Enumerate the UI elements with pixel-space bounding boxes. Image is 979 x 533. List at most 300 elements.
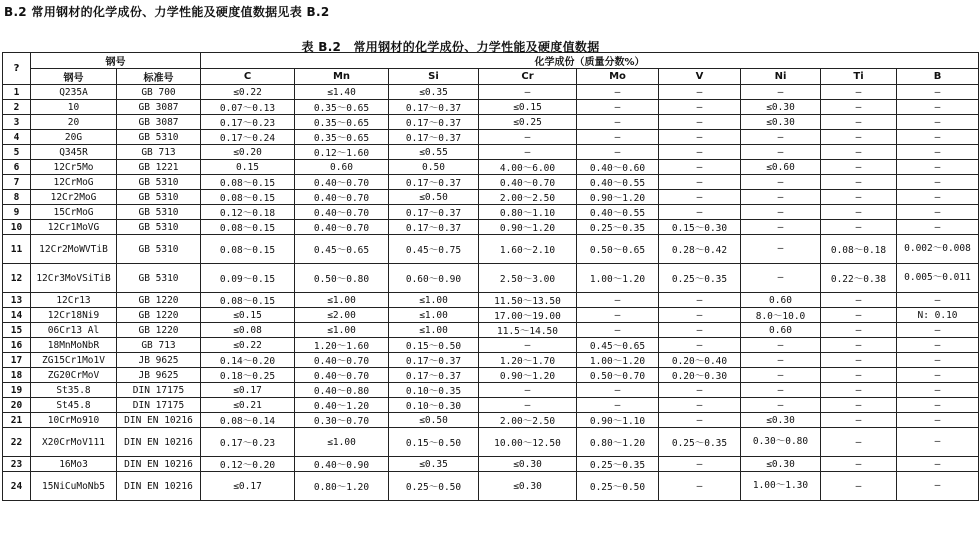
element-v-cell: 0.25～0.35 (659, 428, 741, 457)
header-element: Ti (821, 69, 897, 85)
table-row (3, 308, 979, 323)
element-si-cell: 0.45～0.75 (389, 235, 479, 264)
element-ni-cell: 0.60 (741, 293, 821, 308)
row-number-cell: 5 (3, 145, 31, 160)
standard-cell: GB 5310 (117, 190, 201, 205)
standard-cell: GB 5310 (117, 205, 201, 220)
row-number-cell: 11 (3, 235, 31, 264)
element-mo-cell: 1.00～1.20 (577, 353, 659, 368)
standard-cell: GB 1221 (117, 160, 201, 175)
element-mn-cell: 0.35～0.65 (295, 115, 389, 130)
standard-cell: DIN EN 10216 (117, 472, 201, 501)
element-mn-cell: 0.40～0.80 (295, 383, 389, 398)
element-si-cell: 0.17～0.37 (389, 115, 479, 130)
standard-cell: GB 1220 (117, 308, 201, 323)
element-mn-cell: 0.40～0.70 (295, 353, 389, 368)
table-row (3, 100, 979, 115)
element-b-cell: — (897, 85, 979, 100)
steel-grade-cell: 18MnMoNbR (31, 338, 117, 353)
table-row (3, 85, 979, 100)
element-c-cell: 0.12～0.20 (201, 457, 295, 472)
element-si-cell: 0.17～0.37 (389, 175, 479, 190)
element-mo-cell: 0.40～0.60 (577, 160, 659, 175)
element-c-cell: 0.08～0.15 (201, 190, 295, 205)
element-ni-cell: ≤0.30 (741, 100, 821, 115)
row-number-cell: 16 (3, 338, 31, 353)
element-c-cell: 0.08～0.15 (201, 293, 295, 308)
standard-cell: DIN EN 10216 (117, 413, 201, 428)
element-ti-cell: 0.22～0.38 (821, 264, 897, 293)
element-mn-cell: ≤2.00 (295, 308, 389, 323)
element-ni-cell: — (741, 175, 821, 190)
element-cr-cell: 1.60～2.10 (479, 235, 577, 264)
element-c-cell: ≤0.15 (201, 308, 295, 323)
element-mn-cell: 0.80～1.20 (295, 472, 389, 501)
element-cr-cell: — (479, 398, 577, 413)
header-element: Mo (577, 69, 659, 85)
element-ti-cell: — (821, 175, 897, 190)
row-number-cell: 8 (3, 190, 31, 205)
element-cr-cell: 2.00～2.50 (479, 413, 577, 428)
element-v-cell: — (659, 130, 741, 145)
element-c-cell: ≤0.20 (201, 145, 295, 160)
element-mn-cell: 0.60 (295, 160, 389, 175)
element-cr-cell: ≤0.25 (479, 115, 577, 130)
element-ti-cell: — (821, 353, 897, 368)
element-ni-cell: — (741, 338, 821, 353)
element-mn-cell: 0.12～1.60 (295, 145, 389, 160)
element-v-cell: — (659, 338, 741, 353)
header-steel-group: 钢号 (31, 53, 201, 69)
element-b-cell: — (897, 383, 979, 398)
element-b-cell: — (897, 323, 979, 338)
element-c-cell: ≤0.17 (201, 383, 295, 398)
element-cr-cell: ≤0.30 (479, 457, 577, 472)
element-v-cell: — (659, 398, 741, 413)
element-ti-cell: — (821, 323, 897, 338)
element-cr-cell: 0.80～1.10 (479, 205, 577, 220)
standard-cell: GB 5310 (117, 235, 201, 264)
element-mo-cell: 0.25～0.35 (577, 220, 659, 235)
element-ti-cell: — (821, 368, 897, 383)
steel-grade-cell: 12Cr13 (31, 293, 117, 308)
row-number-cell: 20 (3, 398, 31, 413)
element-si-cell: 0.10～0.35 (389, 383, 479, 398)
element-si-cell: 0.60～0.90 (389, 264, 479, 293)
element-b-cell: — (897, 115, 979, 130)
table-row (3, 457, 979, 472)
element-mo-cell: — (577, 115, 659, 130)
row-number-cell: 19 (3, 383, 31, 398)
element-c-cell: 0.17～0.24 (201, 130, 295, 145)
steel-grade-cell: ZG15Cr1Mo1V (31, 353, 117, 368)
table-header (3, 53, 979, 85)
element-b-cell: — (897, 205, 979, 220)
row-number-cell: 4 (3, 130, 31, 145)
element-mo-cell: — (577, 308, 659, 323)
element-c-cell: 0.07～0.13 (201, 100, 295, 115)
element-b-cell: 0.002～0.008 (897, 235, 979, 264)
element-si-cell: ≤0.55 (389, 145, 479, 160)
element-mn-cell: 0.50～0.80 (295, 264, 389, 293)
element-cr-cell: 17.00～19.00 (479, 308, 577, 323)
element-mo-cell: 0.25～0.35 (577, 457, 659, 472)
steel-grade-cell: 12CrMoG (31, 175, 117, 190)
table-row (3, 264, 979, 293)
element-si-cell: 0.15～0.50 (389, 338, 479, 353)
element-c-cell: ≤0.22 (201, 338, 295, 353)
row-number-cell: 2 (3, 100, 31, 115)
element-cr-cell: 4.00～6.00 (479, 160, 577, 175)
table-row (3, 413, 979, 428)
element-si-cell: ≤1.00 (389, 293, 479, 308)
row-number-cell: 24 (3, 472, 31, 501)
element-mo-cell: 0.50～0.70 (577, 368, 659, 383)
standard-cell: GB 700 (117, 85, 201, 100)
header-index: ? (3, 53, 31, 85)
table-row (3, 130, 979, 145)
table-row (3, 398, 979, 413)
standard-cell: GB 5310 (117, 130, 201, 145)
element-v-cell: — (659, 175, 741, 190)
header-chemical-composition: 化学成份（质量分数%） (201, 53, 979, 69)
element-mn-cell: ≤1.00 (295, 323, 389, 338)
element-ti-cell: — (821, 308, 897, 323)
element-v-cell: 0.15～0.30 (659, 220, 741, 235)
table-body (3, 85, 979, 501)
element-b-cell: — (897, 428, 979, 457)
element-v-cell: — (659, 205, 741, 220)
element-si-cell: 0.17～0.37 (389, 100, 479, 115)
table-row (3, 353, 979, 368)
element-ni-cell: — (741, 130, 821, 145)
element-si-cell: 0.10～0.30 (389, 398, 479, 413)
element-ti-cell: — (821, 472, 897, 501)
element-b-cell: — (897, 368, 979, 383)
header-steel-grade: 钢号 (31, 69, 117, 85)
element-v-cell: — (659, 145, 741, 160)
element-mo-cell: 1.00～1.20 (577, 264, 659, 293)
element-mo-cell: — (577, 145, 659, 160)
element-c-cell: 0.17～0.23 (201, 115, 295, 130)
standard-cell: GB 713 (117, 338, 201, 353)
steel-grade-cell: 12Cr18Ni9 (31, 308, 117, 323)
element-mo-cell: — (577, 398, 659, 413)
element-ti-cell: 0.08～0.18 (821, 235, 897, 264)
header-element: C (201, 69, 295, 85)
element-ti-cell: — (821, 428, 897, 457)
element-cr-cell: 2.50～3.00 (479, 264, 577, 293)
standard-cell: GB 713 (117, 145, 201, 160)
steel-grade-cell: 10CrMo910 (31, 413, 117, 428)
table-row (3, 383, 979, 398)
row-number-cell: 23 (3, 457, 31, 472)
element-ti-cell: — (821, 220, 897, 235)
table-row (3, 338, 979, 353)
element-ni-cell: — (741, 205, 821, 220)
element-cr-cell: 1.20～1.70 (479, 353, 577, 368)
element-c-cell: 0.15 (201, 160, 295, 175)
element-mn-cell: ≤1.00 (295, 293, 389, 308)
header-element: Cr (479, 69, 577, 85)
element-mn-cell: ≤1.00 (295, 428, 389, 457)
element-b-cell: — (897, 145, 979, 160)
element-ti-cell: — (821, 293, 897, 308)
element-c-cell: 0.14～0.20 (201, 353, 295, 368)
standard-cell: DIN EN 10216 (117, 428, 201, 457)
element-mo-cell: — (577, 293, 659, 308)
element-ti-cell: — (821, 190, 897, 205)
steel-grade-cell: 20 (31, 115, 117, 130)
element-mn-cell: 0.40～0.70 (295, 175, 389, 190)
steel-grade-cell: 12Cr1MoVG (31, 220, 117, 235)
element-ni-cell: 8.0～10.0 (741, 308, 821, 323)
element-mn-cell: 0.35～0.65 (295, 130, 389, 145)
steel-grade-cell: 12Cr5Mo (31, 160, 117, 175)
element-mn-cell: 0.35～0.65 (295, 100, 389, 115)
element-si-cell: 0.17～0.37 (389, 353, 479, 368)
element-b-cell: — (897, 175, 979, 190)
element-b-cell: — (897, 160, 979, 175)
element-ti-cell: — (821, 413, 897, 428)
element-si-cell: 0.50 (389, 160, 479, 175)
element-cr-cell: 2.00～2.50 (479, 190, 577, 205)
steel-composition-table (2, 52, 979, 501)
steel-grade-cell: 20G (31, 130, 117, 145)
row-number-cell: 10 (3, 220, 31, 235)
element-c-cell: 0.08～0.14 (201, 413, 295, 428)
table-row (3, 235, 979, 264)
element-b-cell: — (897, 472, 979, 501)
element-cr-cell: — (479, 383, 577, 398)
table-row (3, 160, 979, 175)
steel-grade-cell: ZG20CrMoV (31, 368, 117, 383)
element-c-cell: ≤0.21 (201, 398, 295, 413)
element-mn-cell: 0.45～0.65 (295, 235, 389, 264)
element-b-cell: 0.005～0.011 (897, 264, 979, 293)
standard-cell: JB 9625 (117, 368, 201, 383)
header-element: V (659, 69, 741, 85)
standard-cell: GB 1220 (117, 323, 201, 338)
row-number-cell: 3 (3, 115, 31, 130)
element-c-cell: 0.09～0.15 (201, 264, 295, 293)
standard-cell: GB 3087 (117, 100, 201, 115)
row-number-cell: 7 (3, 175, 31, 190)
element-cr-cell: 0.90～1.20 (479, 220, 577, 235)
steel-grade-cell: 15NiCuMoNb5 (31, 472, 117, 501)
element-mn-cell: 0.40～0.90 (295, 457, 389, 472)
table-row (3, 145, 979, 160)
element-si-cell: 0.17～0.37 (389, 368, 479, 383)
element-si-cell: 0.25～0.50 (389, 472, 479, 501)
steel-grade-cell: 12Cr2MoG (31, 190, 117, 205)
element-cr-cell: 0.40～0.70 (479, 175, 577, 190)
header-element: B (897, 69, 979, 85)
element-b-cell: — (897, 100, 979, 115)
element-ni-cell: 0.30～0.80 (741, 428, 821, 457)
element-mo-cell: 0.40～0.55 (577, 175, 659, 190)
element-c-cell: 0.18～0.25 (201, 368, 295, 383)
element-cr-cell: — (479, 85, 577, 100)
element-v-cell: — (659, 100, 741, 115)
row-number-cell: 9 (3, 205, 31, 220)
element-mo-cell: 0.50～0.65 (577, 235, 659, 264)
element-v-cell: — (659, 308, 741, 323)
element-v-cell: — (659, 457, 741, 472)
element-b-cell: — (897, 353, 979, 368)
element-c-cell: ≤0.17 (201, 472, 295, 501)
element-cr-cell: ≤0.15 (479, 100, 577, 115)
element-b-cell: — (897, 413, 979, 428)
element-ti-cell: — (821, 100, 897, 115)
element-v-cell: — (659, 323, 741, 338)
standard-cell: DIN 17175 (117, 398, 201, 413)
element-si-cell: 0.17～0.37 (389, 205, 479, 220)
element-cr-cell: 10.00～12.50 (479, 428, 577, 457)
element-b-cell: — (897, 220, 979, 235)
element-ni-cell: ≤0.30 (741, 115, 821, 130)
table-row (3, 115, 979, 130)
element-b-cell: — (897, 130, 979, 145)
row-number-cell: 14 (3, 308, 31, 323)
element-ni-cell: — (741, 368, 821, 383)
element-ni-cell: — (741, 85, 821, 100)
element-ti-cell: — (821, 85, 897, 100)
element-v-cell: — (659, 190, 741, 205)
element-ni-cell: — (741, 235, 821, 264)
element-cr-cell: 0.90～1.20 (479, 368, 577, 383)
element-ti-cell: — (821, 130, 897, 145)
row-number-cell: 1 (3, 85, 31, 100)
element-mo-cell: — (577, 323, 659, 338)
element-c-cell: 0.12～0.18 (201, 205, 295, 220)
element-b-cell: — (897, 338, 979, 353)
steel-grade-cell: 15CrMoG (31, 205, 117, 220)
element-ni-cell: — (741, 145, 821, 160)
standard-cell: JB 9625 (117, 353, 201, 368)
row-number-cell: 21 (3, 413, 31, 428)
element-b-cell: — (897, 190, 979, 205)
standard-cell: GB 5310 (117, 264, 201, 293)
standard-cell: GB 5310 (117, 175, 201, 190)
element-si-cell: ≤0.50 (389, 413, 479, 428)
element-ni-cell: 0.60 (741, 323, 821, 338)
element-mo-cell: 0.80～1.20 (577, 428, 659, 457)
standard-cell: GB 5310 (117, 220, 201, 235)
header-element: Si (389, 69, 479, 85)
element-cr-cell: — (479, 130, 577, 145)
element-ni-cell: — (741, 398, 821, 413)
element-mn-cell: 0.40～0.70 (295, 205, 389, 220)
steel-grade-cell: Q235A (31, 85, 117, 100)
element-v-cell: — (659, 413, 741, 428)
element-v-cell: — (659, 472, 741, 501)
element-cr-cell: ≤0.30 (479, 472, 577, 501)
element-mo-cell: 0.25～0.50 (577, 472, 659, 501)
element-v-cell: 0.20～0.30 (659, 368, 741, 383)
element-cr-cell: — (479, 145, 577, 160)
element-mo-cell: 0.40～0.55 (577, 205, 659, 220)
steel-grade-cell: St45.8 (31, 398, 117, 413)
element-v-cell: — (659, 115, 741, 130)
element-v-cell: — (659, 85, 741, 100)
element-ti-cell: — (821, 383, 897, 398)
element-cr-cell: — (479, 338, 577, 353)
header-element: Ni (741, 69, 821, 85)
element-si-cell: 0.15～0.50 (389, 428, 479, 457)
element-c-cell: 0.08～0.15 (201, 220, 295, 235)
row-number-cell: 22 (3, 428, 31, 457)
element-ti-cell: — (821, 398, 897, 413)
standard-cell: DIN 17175 (117, 383, 201, 398)
element-mn-cell: 1.20～1.60 (295, 338, 389, 353)
element-v-cell: 0.28～0.42 (659, 235, 741, 264)
element-ti-cell: — (821, 115, 897, 130)
element-v-cell: 0.20～0.40 (659, 353, 741, 368)
table-row (3, 220, 979, 235)
element-ni-cell: — (741, 353, 821, 368)
element-ti-cell: — (821, 457, 897, 472)
element-mn-cell: 0.30～0.70 (295, 413, 389, 428)
steel-grade-cell: 06Cr13 Al (31, 323, 117, 338)
element-cr-cell: 11.5～14.50 (479, 323, 577, 338)
element-b-cell: N: 0.10 (897, 308, 979, 323)
row-number-cell: 15 (3, 323, 31, 338)
element-ti-cell: — (821, 205, 897, 220)
element-b-cell: — (897, 398, 979, 413)
element-si-cell: ≤0.35 (389, 85, 479, 100)
element-cr-cell: 11.50～13.50 (479, 293, 577, 308)
element-c-cell: ≤0.22 (201, 85, 295, 100)
element-c-cell: 0.08～0.15 (201, 235, 295, 264)
steel-grade-cell: X20CrMoV111 (31, 428, 117, 457)
element-c-cell: 0.08～0.15 (201, 175, 295, 190)
table-row (3, 472, 979, 501)
element-mn-cell: 0.40～0.70 (295, 368, 389, 383)
header-element: Mn (295, 69, 389, 85)
header-standard: 标准号 (117, 69, 201, 85)
element-mo-cell: — (577, 130, 659, 145)
standard-cell: GB 3087 (117, 115, 201, 130)
row-number-cell: 18 (3, 368, 31, 383)
element-mn-cell: ≤1.40 (295, 85, 389, 100)
standard-cell: DIN EN 10216 (117, 457, 201, 472)
row-number-cell: 12 (3, 264, 31, 293)
element-mo-cell: — (577, 383, 659, 398)
element-ni-cell: 1.00～1.30 (741, 472, 821, 501)
element-c-cell: ≤0.08 (201, 323, 295, 338)
row-number-cell: 6 (3, 160, 31, 175)
element-si-cell: ≤1.00 (389, 308, 479, 323)
element-si-cell: ≤0.35 (389, 457, 479, 472)
element-ni-cell: — (741, 264, 821, 293)
element-ti-cell: — (821, 145, 897, 160)
table-title: 表 B.2 常用钢材的化学成份、力学性能及硬度值数据 (301, 40, 600, 54)
element-b-cell: — (897, 457, 979, 472)
element-mo-cell: — (577, 85, 659, 100)
element-mn-cell: 0.40～1.20 (295, 398, 389, 413)
element-ni-cell: ≤0.30 (741, 413, 821, 428)
steel-grade-cell: Q345R (31, 145, 117, 160)
table-row (3, 190, 979, 205)
element-mo-cell: 0.45～0.65 (577, 338, 659, 353)
element-v-cell: — (659, 160, 741, 175)
row-number-cell: 13 (3, 293, 31, 308)
element-ni-cell: ≤0.60 (741, 160, 821, 175)
element-b-cell: — (897, 293, 979, 308)
element-ni-cell: — (741, 383, 821, 398)
table-row (3, 428, 979, 457)
